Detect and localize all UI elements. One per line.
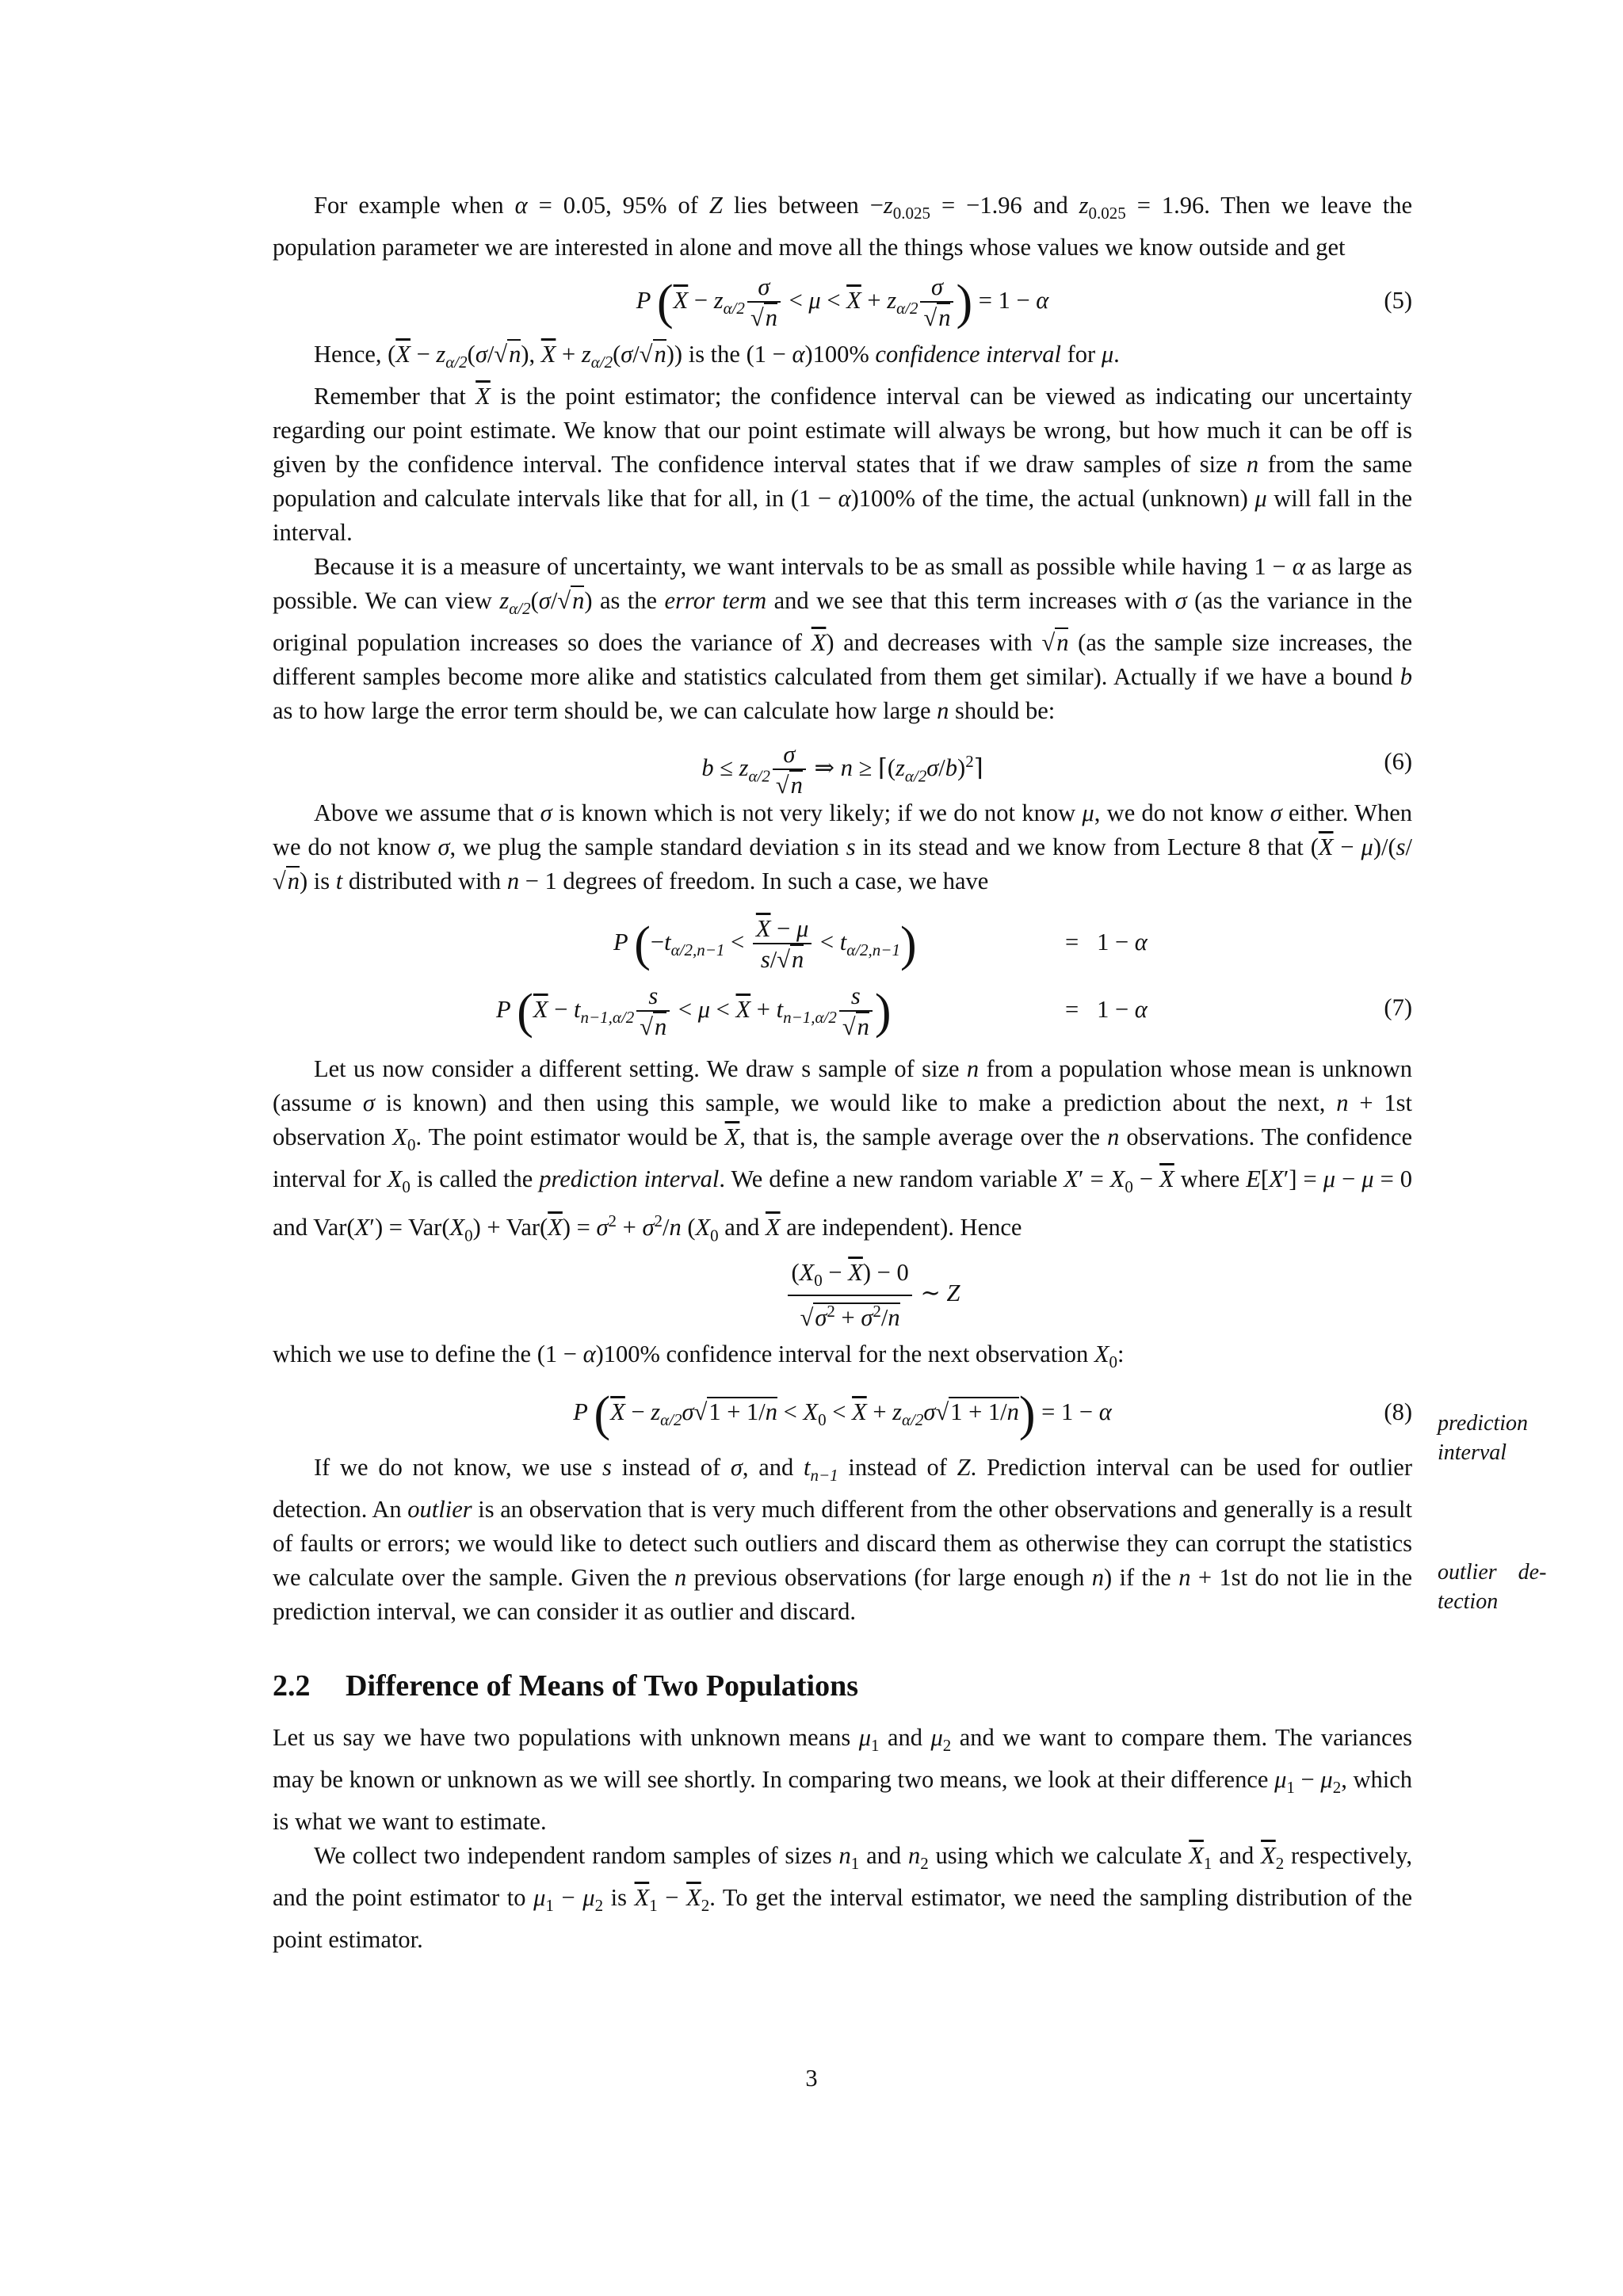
equation-number-5: (5): [1384, 287, 1412, 315]
paragraph-6: Let us now consider a different setting. We draw s sample of size n from a population whose mean is unknown (assume σ is known) and then using this sample, we would like to make a prediction about the next, n + 1st observation $X_0$. The point estimator would be $\overline{X}$, that is, the sample average over the n observations. The confidence interval for $X_0$ is called the prediction interval. We define a new random variable $X' = X_0 - \overline{X}$ where E[X′] = μ − μ = 0 and $Var(X') = Var(X_0) + Var(\overline{X}) = \sigma^2 + \sigma^2/n$ ($X_0$ and $\overline{X}$ are independent). Hence: [273, 1055, 1413, 1245]
paragraph-7: which we use to define the (1 − α)100% confidence interval for the next observation $X_0$:: [273, 1340, 1125, 1371]
equation-number-6: (6): [1384, 748, 1412, 776]
paragraph-2: Hence, ($\overline{X} - z_{\alpha/2}(\sigma/√n)$, $\overline{X} + z_{\alpha/2}(\sigma/√n)$) is the (1 − α)100% confidence interval for μ.: [314, 341, 1120, 372]
equation-z-distribution: $\frac{(X_0 - \overline{X}) - 0}{√\sigma^2 + \sigma^2/n}$ ∼ Z: [273, 1253, 1412, 1333]
margin-note-outlier-detection: outlier de- tection: [1438, 1560, 1547, 1614]
paragraph-3: Remember that $\overline{X}$ is the point estimator; the confidence interval can be viewed as indicating our uncertainty regarding our point estimate. We know that our point estimate will always be wrong, but how much it can be off is given by the confidence interval. The confidence interval states that if we draw samples of size n from the same population and calculate intervals like that for all, in (1 − α)100% of the time, the actual (unknown) μ will fall in the interval.: [273, 383, 1413, 547]
equation-number-7: (7): [1384, 994, 1412, 1021]
paragraph-10: We collect two independent random samples of sizes $n_1$ and $n_2$ using which we calculate $\overline{X}_1$ and $\overline{X}_2$ respectively, and the point estimator to $\mu_1 - \mu_2$ is $\overline{X}_1 - \overline{X}_2$. To get the interval estimator, we need the sampling distribution of the point estimator.: [273, 1842, 1413, 1954]
equation-8: P $(\overline{X} - z_{\alpha/2}\sigma√1 + 1/n < X_0 < \overline{X} + z_{\alpha/2}\sigma√1 + 1/n) = 1 - \alpha$ (8): [273, 1384, 1412, 1440]
margin-note-prediction-interval: prediction interval: [1438, 1411, 1529, 1465]
paragraph-4: Because it is a measure of uncertainty, we want intervals to be as small as possible while having 1 − α as large as possible. We can view $z_{\alpha/2}(\sigma/√n)$ as the error term and we see that this term increases with σ (as the variance in the original population increases so does the variance of $\overline{X}$) and decreases with √n (as the sample size increases, the different samples become more alike and statistics calculated from them get similar). Actually if we have a bound b as to how large the error term should be, we can calculate how large n should be:: [273, 553, 1413, 725]
text-column: [273, 189, 1412, 1957]
section-title: Difference of Means of Two Populations: [346, 1669, 859, 1703]
equation-number-8: (8): [1384, 1398, 1412, 1425]
equation-5: P ($\overline{X} - z_{\alpha/2}$ $\frac{\sigma}{√n}$ < $\mu < \overline{X} + z_{\alpha/2}$ $\frac{\sigma}{√n}$ ) = 1 − α (5): [273, 266, 1412, 334]
paragraph-1: For example when α = 0.05, 95% of Z lies between $-z_{0.025} = -1.96$ and $z_{0.025} = 1.96$. Then we leave the population parameter we are interested in alone and move all the things whose values we know outside and get: [273, 192, 1412, 261]
paragraph-8: If we do not know, we use s instead of σ, and $t_{n-1}$ instead of Z. Prediction interval can be used for outlier detection. An outlier is an observation that is very much different from the other observations and generally is a result of faults or errors; we would like to detect such outliers and discard them as otherwise they can corrupt the statistics we calculate over the sample. Given the n previous observations (for large enough n) if the n + 1st do not lie in the prediction interval, we can consider it as outlier and discard.: [273, 1453, 1412, 1625]
section-number: 2.2: [273, 1669, 311, 1703]
paragraph-9: Let us say we have two populations with unknown means $\mu_1$ and $\mu_2$ and we want to compare them. The variances may be known or unknown as we will see shortly. In comparing two means, we look at their difference $\mu_1 - \mu_2$, which is what we want to estimate.: [273, 1723, 1412, 1836]
paragraph-5: Above we assume that σ is known which is not very likely; if we do not know μ, we do not know σ either. When we do not know σ, we plug the sample standard deviation s in its stead and we know from Lecture 8 that $(\overline{X} - \mu)/(s/√n)$ is t distributed with n − 1 degrees of freedom. In such a case, we have: [273, 799, 1413, 895]
equation-7: P ($-t_{\alpha/2,n-1}$ < $\frac{\overline{X} - \mu}{s/√n}$ < $t_{\alpha/2,n-1}$) = 1 − α P ($\overline{X} - t_{n-1,\alpha/2}$ $\frac{s}{√n}$ < $\mu < \overline{X} + t_{n-1,\alpha/2}$ $\frac{s}{√n}$ ) = 1 − α (7): [496, 915, 1412, 1041]
page-number: 3: [805, 2065, 818, 2092]
equation-6: $b \le z_{\alpha/2}$ $\frac{\sigma}{√n}$ ⇒ $n \ge ⌈(z_{\alpha/2}\sigma/b)^2⌉$ (6): [273, 728, 1412, 795]
section-heading: [273, 1669, 1412, 1703]
